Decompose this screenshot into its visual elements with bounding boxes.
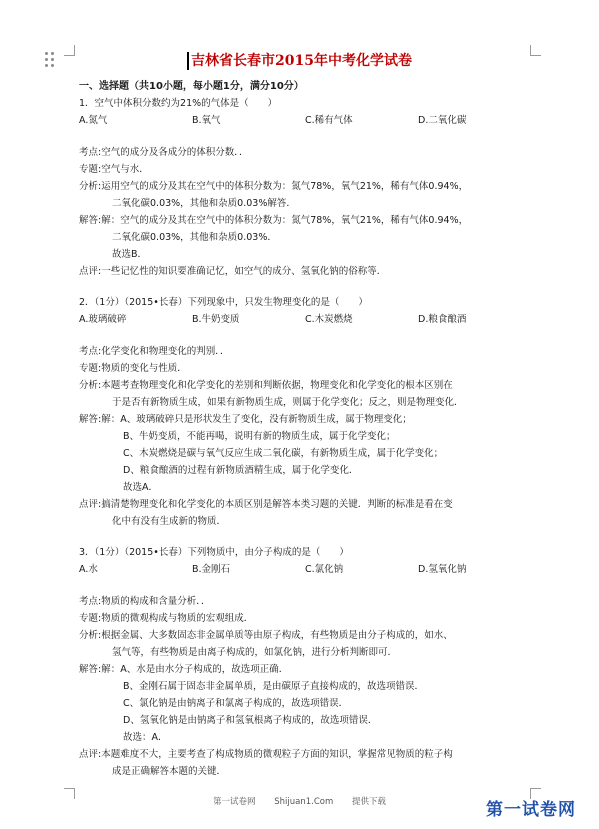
q3-jieda: 解答:解：A、水是由水分子构成的，故选项正确． xyxy=(79,663,289,675)
q3-jieda-b: B、金刚石属于固态非金属单质，是由碳原子直接构成的，故选项错误． xyxy=(123,680,425,692)
question-1-options xyxy=(79,112,531,129)
q3-jieda-c: C、氯化钠是由钠离子和氯离子构成的，故选项错误． xyxy=(123,697,349,709)
question-3-options xyxy=(79,561,531,578)
page-title[interactable]: 吉林省长春市2015年中考化学试卷 xyxy=(187,52,412,70)
option: C.稀有气体 xyxy=(305,115,353,126)
q3-fenxi: 分析:根据金属、大多数固态非金属单质等由原子构成，有些物质是由分子构成的，如水、 xyxy=(79,629,453,641)
option: B.牛奶变质 xyxy=(192,314,240,325)
q1-jieda: 解答:解：空气的成分及其在空气中的体积分数为：氮气78%，氧气21%，稀有气体0.94%， xyxy=(79,214,469,226)
option: A.水 xyxy=(79,564,98,575)
option: B.氧气 xyxy=(192,115,221,126)
document-body xyxy=(79,78,531,780)
q1-answer: 故选B． xyxy=(112,248,148,260)
q1-zhuanti: 专题:空气与水． xyxy=(79,163,149,175)
q3-answer: 故选：A． xyxy=(123,731,168,743)
q2-dianping-cont: 化中有没有生成新的物质． xyxy=(112,515,227,527)
question-3-stem: 3．（1分）（2015•长春）下列物质中，由分子构成的是（ ） xyxy=(79,547,349,558)
option: D.氢氧化钠 xyxy=(418,564,467,575)
q2-answer: 故选A． xyxy=(123,481,158,493)
q2-jieda-c: C、木炭燃烧是碳与氧气反应生成二氧化碳，有新物质生成，属于化学变化； xyxy=(123,447,444,459)
q3-dianping-cont: 成是正确解答本题的关键． xyxy=(112,765,227,777)
q3-jieda-d: D、氢氧化钠是由钠离子和氢氧根离子构成的，故选项错误． xyxy=(123,714,378,726)
q1-fenxi: 分析:运用空气的成分及其在空气中的体积分数为：氮气78%，氧气21%，稀有气体0.94%， xyxy=(79,180,469,192)
question-1-stem: 1．空气中体积分数约为21%的气体是（ ） xyxy=(79,98,278,109)
q2-dianping: 点评:搞清楚物理变化和化学变化的本质区别是解答本类习题的关键．判断的标准是看在变 xyxy=(79,498,453,510)
q1-kaodian: 考点:空气的成分及各成分的体积分数．． xyxy=(79,146,249,158)
title-container xyxy=(0,50,599,70)
q3-kaodian: 考点:物质的构成和含量分析．． xyxy=(79,595,211,607)
option: A.玻璃破碎 xyxy=(79,314,127,325)
option: D.粮食酿酒 xyxy=(418,314,467,325)
site-watermark-logo: 第一试卷网 xyxy=(486,800,576,820)
q3-zhuanti: 专题:物质的微观构成与物质的宏观组成． xyxy=(79,612,254,624)
question-2-stem: 2．（1分）（2015•长春）下列现象中，只发生物理变化的是（ ） xyxy=(79,297,368,308)
q2-zhuanti: 专题:物质的变化与性质． xyxy=(79,362,187,374)
option: C.氯化钠 xyxy=(305,564,344,575)
footer-download-text: 提供下载 xyxy=(351,797,386,807)
footer-site-url: Shijuan1.Com xyxy=(274,797,334,807)
option: A.氮气 xyxy=(79,115,108,126)
option: D.二氧化碳 xyxy=(418,115,467,126)
footer-site-name: 第一试卷网 xyxy=(213,797,256,807)
option: C.木炭燃烧 xyxy=(305,314,353,325)
q2-fenxi-cont: 于是否有新物质生成，如果有新物质生成，则属于化学变化；反之，则是物理变化． xyxy=(112,396,464,408)
q2-kaodian: 考点:化学变化和物理变化的判别．． xyxy=(79,345,230,357)
q2-jieda-b: B、牛奶变质，不能再喝，说明有新的物质生成，属于化学变化； xyxy=(123,430,396,442)
q1-jieda-cont: 二氧化碳0.03%，其他和杂质0.03%． xyxy=(112,231,277,243)
q2-jieda-d: D、粮食酿酒的过程有新物质酒精生成，属于化学变化． xyxy=(123,464,359,476)
option: B.金刚石 xyxy=(192,564,231,575)
q3-fenxi-cont: 氢气等，有些物质是由离子构成的，如氯化钠，进行分析判断即可． xyxy=(112,646,398,658)
q1-fenxi-cont: 二氧化碳0.03%，其他和杂质0.03%解答． xyxy=(112,197,296,209)
q2-fenxi: 分析:本题考查物理变化和化学变化的差别和判断依据，物理变化和化学变化的根本区别在 xyxy=(79,379,453,391)
q2-jieda: 解答:解：A、玻璃破碎只是形状发生了变化，没有新物质生成，属于物理变化； xyxy=(79,413,412,425)
q3-dianping: 点评:本题难度不大，主要考查了构成物质的微观粒子方面的知识，掌握常见物质的粒子构 xyxy=(79,748,453,760)
section-heading: 一、选择题（共10小题，每小题1分，满分10分） xyxy=(79,81,304,92)
q1-dianping: 点评:一些记忆性的知识要准确记忆，如空气的成分、氢氧化钠的俗称等． xyxy=(79,265,387,277)
question-2-options xyxy=(79,311,531,328)
